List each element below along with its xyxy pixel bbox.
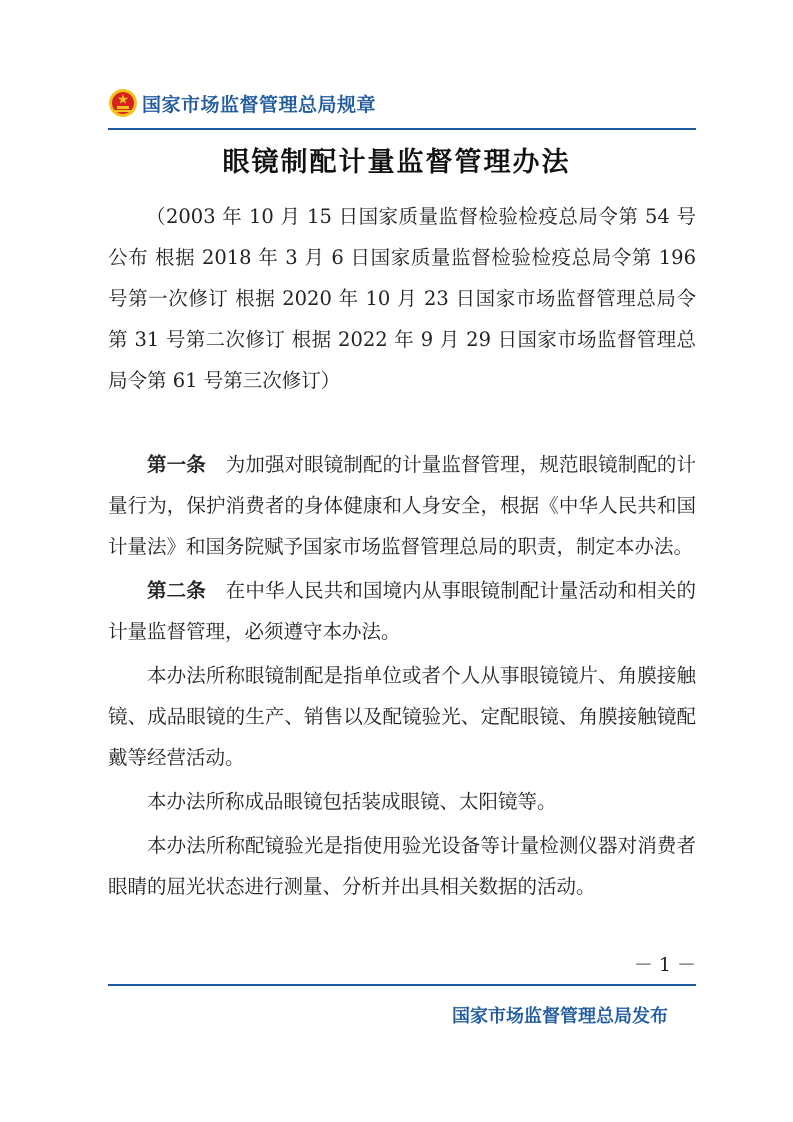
article-1 (108, 444, 696, 567)
article-label: 第二条 (147, 579, 206, 602)
header-divider (108, 128, 696, 130)
national-emblem-icon (108, 88, 138, 118)
paragraph: 本办法所称成品眼镜包括装成眼镜、太阳镜等。 (147, 790, 557, 813)
footer-divider (108, 984, 696, 986)
article-label: 第一条 (147, 453, 206, 476)
page-header (108, 84, 376, 122)
document-preamble: （2003 年 10 月 15 日国家质量监督检验检疫总局令第 54 号公布 根据 2018 年 3 月 6 日国家质量监督检验检疫总局令第 196 号第一次修订 根据 2020 年 10 月 23 日国家市场监督管理总局令第 31 号第二次修订 根据 2022 年 9 月 29 日国家市场监督管理总局令第 61 号第三次修订） (108, 205, 696, 392)
paragraph: 本办法所称眼镜制配是指单位或者个人从事眼镜镜片、角膜接触镜、成品眼镜的生产、销售以及配镜验光、定配眼镜、角膜接触镜配戴等经营活动。 (108, 664, 696, 769)
document-body (108, 444, 696, 910)
footer-publisher: 国家市场监督管理总局发布 (452, 1006, 668, 1027)
header-title: 国家市场监督管理总局规章 (142, 93, 377, 116)
page-number: － 1 － (633, 954, 696, 976)
article-text: 在中华人民共和国境内从事眼镜制配计量活动和相关的计量监督管理，必须遵守本办法。 (108, 579, 696, 643)
paragraph: 本办法所称配镜验光是指使用验光设备等计量检测仪器对消费者眼睛的屈光状态进行测量、分析并出具相关数据的活动。 (108, 834, 696, 898)
article-2 (108, 570, 696, 652)
article-text: 为加强对眼镜制配的计量监督管理，规范眼镜制配的计量行为，保护消费者的身体健康和人身安全，根据《中华人民共和国计量法》和国务院赋予国家市场监督管理总局的职责，制定本办法。 (108, 453, 696, 558)
document-title: 眼镜制配计量监督管理办法 (222, 147, 571, 178)
